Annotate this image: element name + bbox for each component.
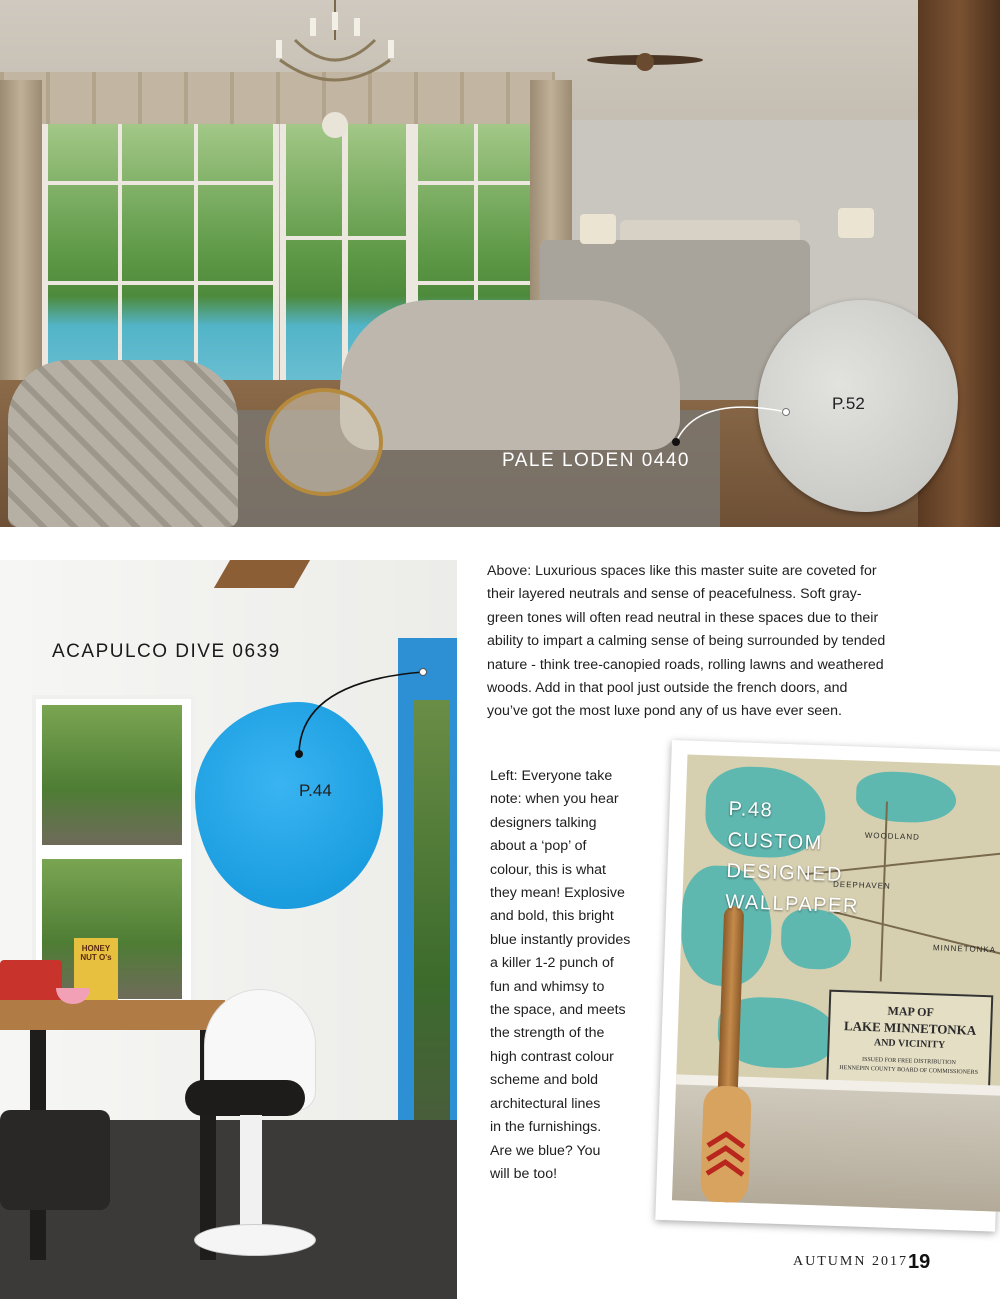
swatch-page-ref: P.44 <box>299 781 332 800</box>
tulip-base <box>195 1225 315 1255</box>
swatch-name-label: PALE LODEN 0440 <box>502 450 690 471</box>
lamp <box>838 208 874 238</box>
armchair <box>8 360 238 527</box>
caption-left: Left: Everyone take note: when you hear designers talking about a ‘pop’ of colour, this is what they mean! Explosive and bold, this bright blue instantly provides a killer 1-2 punch of fun and whimsy to the space, and meets the strength of the high contrast colour scheme and bold architectural lines in the furnishings. Are we blue? You will be too! <box>490 768 631 1182</box>
page-number: 19 <box>908 1251 931 1273</box>
lake-map: WOODLAND DEEPHAVEN MINNETONKA MAP OF LAKE MINNETONKA AND VICINITY ISSUED FOR FREE DISTRIBUTION HENNEPIN COUNTY BOARD OF COMMISSIONERS <box>672 755 1000 1212</box>
caption-above: Above: Luxurious spaces like this master suite are coveted for their layered neutrals and sense of peacefulness. Soft gray- green tones will often read neutral in these spaces due to their ability to impart a calming sense of being surrounded by tended nature - think tree-canopied roads, rolling lawns and weathered woods. Add in that pool just outside the french doors, and you’ve got the most luxe pond any of us have ever seen. <box>487 563 886 720</box>
paddle-blade <box>700 1085 752 1207</box>
tufted-chair <box>0 1110 110 1210</box>
window-left <box>42 80 279 392</box>
issue-season: AUTUMN 2017 <box>793 1254 908 1269</box>
swatch-connector <box>668 400 798 450</box>
map-legend: MAP OF LAKE MINNETONKA AND VICINITY ISSUED FOR FREE DISTRIBUTION HENNEPIN COUNTY BOARD OF COMMISSIONERS <box>824 990 993 1150</box>
dining-table <box>0 1000 225 1030</box>
map-wallpaper-photo <box>655 740 1000 1232</box>
tulip-stem <box>240 1115 262 1230</box>
tulip-seat <box>185 1080 305 1116</box>
lamp <box>580 214 616 244</box>
side-table <box>265 388 383 496</box>
ceiling-fan-icon <box>585 40 705 80</box>
curtain <box>0 80 42 400</box>
chandelier-icon <box>270 0 400 140</box>
wallpaper-label: P.48 CUSTOM DESIGNED WALLPAPER <box>724 798 860 918</box>
cereal-box: HONEY NUT O's <box>74 938 118 1000</box>
swatch-name-label: ACAPULCO DIVE 0639 <box>52 641 281 662</box>
swatch-page-ref: P.52 <box>832 394 865 413</box>
ceiling-beam <box>214 560 310 588</box>
sofa <box>340 300 680 450</box>
swatch-connector <box>290 662 430 762</box>
